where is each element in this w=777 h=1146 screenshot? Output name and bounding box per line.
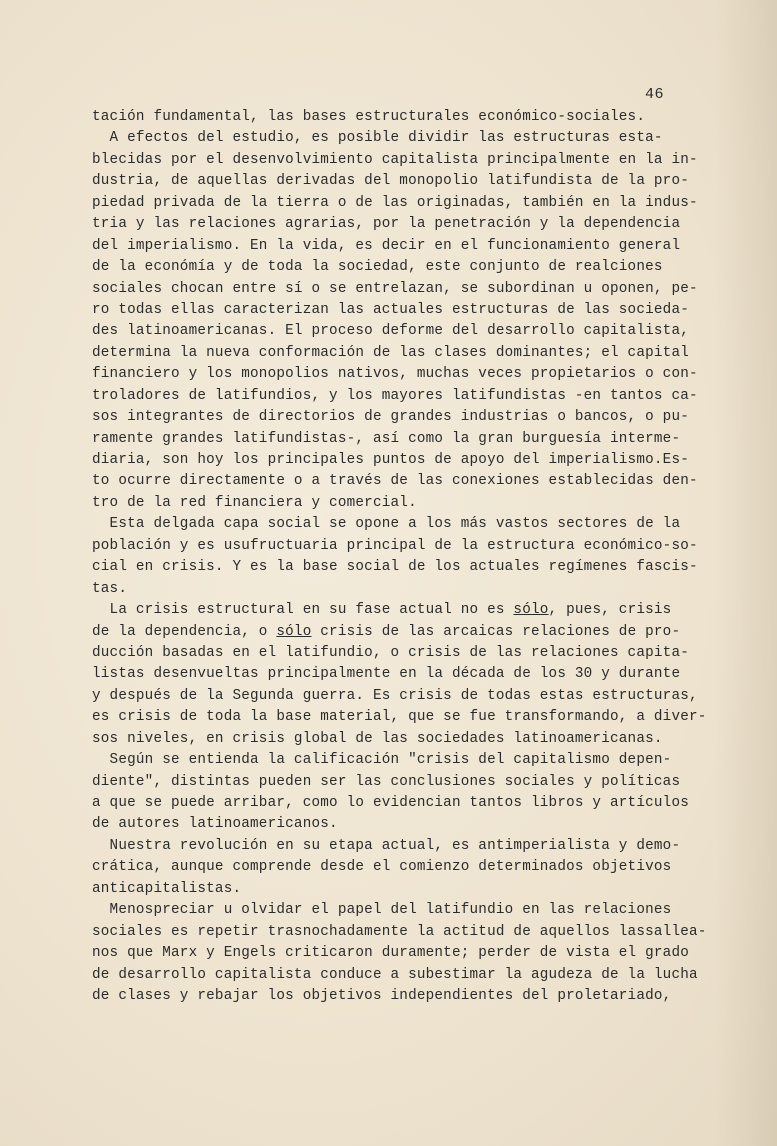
text-line xyxy=(92,321,712,342)
text-line xyxy=(92,514,712,535)
text-segment: y después de la Segunda guerra. Es crisis de todas estas estructuras, xyxy=(92,687,698,704)
text-line xyxy=(92,943,712,964)
text-line xyxy=(92,622,712,643)
text-line xyxy=(92,107,712,128)
text-segment: financiero y los monopolios nativos, muchas veces propietarios o con- xyxy=(92,366,698,383)
text-line xyxy=(92,600,712,621)
text-line xyxy=(92,965,712,986)
text-segment: de la económía y de toda la sociedad, este conjunto de realciones xyxy=(92,259,663,276)
body-text xyxy=(92,107,712,1007)
text-segment: a que se puede arribar, como lo evidencian tantos libros y artículos xyxy=(92,795,690,811)
text-line xyxy=(92,664,712,685)
text-segment: determina la nueva conformación de las clases dominantes; el capital xyxy=(92,344,690,361)
text-line xyxy=(92,750,712,771)
text-segment: sos integrantes de directorios de grandes industrias o bancos, o pu- xyxy=(92,409,690,426)
text-line xyxy=(92,986,712,1007)
text-segment: diente", distintas pueden ser las conclusiones sociales y políticas xyxy=(92,773,681,790)
text-line xyxy=(92,279,712,300)
text-segment: blecidas por el desenvolvimiento capitalista principalmente en la in- xyxy=(92,151,698,168)
text-line xyxy=(92,300,712,321)
underlined-word: sólo xyxy=(513,602,549,619)
text-line xyxy=(92,493,712,514)
underlined-word: sólo xyxy=(276,623,312,640)
text-line xyxy=(92,836,712,857)
text-segment: Menospreciar u olvidar el papel del latifundio en las relaciones xyxy=(92,902,672,919)
text-line xyxy=(92,236,712,257)
text-segment: ramente grandes latifundistas-, así como la gran burguesía interme- xyxy=(92,430,681,447)
text-segment: ro todas ellas caracterizan las actuales estructuras de las socieda- xyxy=(92,301,690,318)
text-line xyxy=(92,922,712,943)
text-segment: A efectos del estudio, es posible dividir las estructuras esta- xyxy=(92,130,663,147)
page-number: 46 xyxy=(645,86,665,103)
text-line xyxy=(92,900,712,921)
text-segment: crisis de las arcaicas relaciones de pro- xyxy=(311,623,681,640)
text-line xyxy=(92,450,712,471)
text-line xyxy=(92,557,712,578)
text-line xyxy=(92,643,712,664)
text-segment: diaria, son hoy los principales puntos de apoyo del imperialismo.Es- xyxy=(92,452,690,468)
text-segment: piedad privada de la tierra o de las originadas, también en la indus- xyxy=(92,194,698,211)
text-segment: nos que Marx y Engels criticaron duramente; perder de vista el grado xyxy=(92,945,690,962)
text-line xyxy=(92,364,712,385)
text-line xyxy=(92,407,712,428)
text-segment: de desarrollo capitalista conduce a subestimar la agudeza de la lucha xyxy=(92,966,698,983)
text-line xyxy=(92,429,712,450)
text-segment: La crisis estructural en su fase actual no es xyxy=(92,602,514,619)
text-segment: crática, aunque comprende desde el comienzo determinados objetivos xyxy=(92,859,672,876)
text-segment: troladores de latifundios, y los mayores latifundistas -en tantos ca- xyxy=(92,387,698,404)
text-segment: des latinoamericanas. El proceso deforme del desarrollo capitalista, xyxy=(92,323,690,340)
text-segment: tas. xyxy=(92,580,128,597)
text-segment: sos niveles, en crisis global de las sociedades latinoamericanas. xyxy=(92,730,663,747)
text-line xyxy=(92,707,712,728)
text-line xyxy=(92,536,712,557)
text-segment: tria y las relaciones agrarias, por la penetración y la dependencia xyxy=(92,216,681,233)
text-line xyxy=(92,150,712,171)
text-segment: listas desenvueltas principalmente en la década de los 30 y durante xyxy=(92,666,681,683)
text-segment: , pues, crisis xyxy=(548,602,672,619)
text-line xyxy=(92,386,712,407)
text-segment: de clases y rebajar los objetivos independientes del proletariado, xyxy=(92,987,672,1004)
text-segment: población y es usufructuaria principal de la estructura económico-so- xyxy=(92,537,698,554)
text-segment: cial en crisis. Y es la base social de los actuales regímenes fascis- xyxy=(92,559,698,576)
text-line xyxy=(92,879,712,900)
text-segment: Según se entienda la calificación "crisis del capitalismo depen- xyxy=(92,752,672,769)
text-line xyxy=(92,772,712,793)
text-segment: Nuestra revolución en su etapa actual, es antimperialista y demo- xyxy=(92,837,681,854)
text-line xyxy=(92,343,712,364)
text-segment: del imperialismo. En la vida, es decir en el funcionamiento general xyxy=(92,237,681,254)
text-line xyxy=(92,814,712,835)
text-segment: to ocurre directamente o a través de las conexiones establecidas den- xyxy=(92,473,698,490)
text-segment: tación fundamental, las bases estructurales económico-sociales. xyxy=(92,109,646,125)
text-segment: es crisis de toda la base material, que se fue transformando, a diver- xyxy=(92,709,707,726)
text-line xyxy=(92,729,712,750)
text-line xyxy=(92,471,712,492)
text-line xyxy=(92,214,712,235)
text-segment: sociales chocan entre sí o se entrelazan, se subordinan u oponen, pe- xyxy=(92,280,698,297)
text-segment: tro de la red financiera y comercial. xyxy=(92,494,417,511)
text-line xyxy=(92,128,712,149)
text-line xyxy=(92,793,712,814)
text-line xyxy=(92,857,712,878)
text-segment: sociales es repetir trasnochadamente la actitud de aquellos lassallea- xyxy=(92,923,707,940)
text-line xyxy=(92,686,712,707)
text-segment: anticapitalistas. xyxy=(92,880,242,897)
text-segment: dustria, de aquellas derivadas del monopolio latifundista de la pro- xyxy=(92,173,690,190)
text-line xyxy=(92,171,712,192)
text-segment: de la dependencia, o xyxy=(92,623,277,640)
text-segment: de autores latinoamericanos. xyxy=(92,816,338,833)
text-line xyxy=(92,579,712,600)
text-segment: ducción basadas en el latifundio, o crisis de las relaciones capita- xyxy=(92,644,690,661)
text-line xyxy=(92,257,712,278)
text-segment: Esta delgada capa social se opone a los más vastos sectores de la xyxy=(92,516,681,533)
text-line xyxy=(92,193,712,214)
